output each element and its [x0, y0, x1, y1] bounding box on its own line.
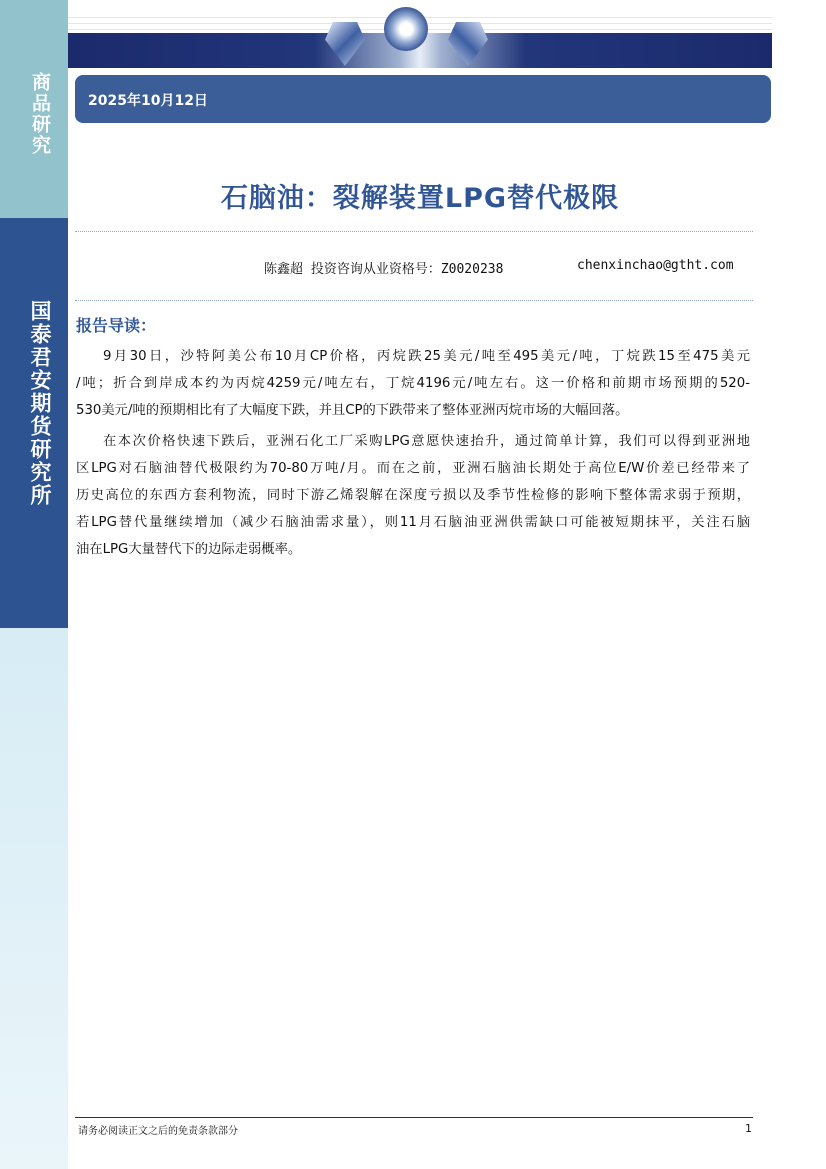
sidebar-institute: 国泰君安期货研究所 [28, 300, 52, 507]
text-line: 区LPG对石脑油替代极限约为70-80万吨/月。而在之前，亚洲石脑油长期处于高位E/W价差已经带来了 [76, 461, 750, 476]
author-email: chenxinchao@gtht.com [577, 258, 734, 273]
text-line: 在本次价格快速下跌后，亚洲石化工厂采购LPG意愿快速抬升，通过简单计算，我们可以得到亚洲地 [103, 434, 750, 449]
footer-disclaimer: 请务必阅读正文之后的免责条款部分 [78, 1126, 238, 1137]
report-date: 2025年10月12日 [88, 93, 208, 109]
author-info: 陈鑫超 投资咨询从业资格号：Z0020238 [264, 262, 504, 277]
sidebar-category: 商品研究 [29, 72, 51, 156]
sidebar-bottom [0, 628, 68, 1169]
footer-divider [75, 1117, 753, 1118]
section-title: 报告导读： [76, 316, 157, 335]
paragraph-1 [76, 343, 750, 424]
text-line: /吨；折合到岸成本约为丙烷4259元/吨左右，丁烷4196元/吨左右。这一价格和前期市场预期的520- [76, 376, 750, 391]
divider [75, 231, 753, 232]
text-line: 9月30日，沙特阿美公布10月CP价格，丙烷跌25美元/吨至495美元/吨，丁烷跌15至475美元 [103, 349, 750, 364]
text-line: 油在LPG大量替代下的边际走弱概率。 [76, 542, 302, 557]
text-line: 历史高位的东西方套利物流，同时下游乙烯裂解在深度亏损以及季节性检修的影响下整体需求弱于预期， [76, 488, 750, 503]
divider [75, 300, 753, 301]
text-line: 530美元/吨的预期相比有了大幅度下跌，并且CP的下跌带来了整体亚洲丙烷市场的大幅回落。 [76, 403, 629, 418]
date-bar [75, 75, 771, 123]
text-line: 若LPG替代量继续增加（减少石脑油需求量），则11月石脑油亚洲供需缺口可能被短期抹平，关注石脑 [76, 515, 750, 530]
page-title: 石脑油：裂解装置LPG替代极限 [220, 183, 620, 214]
paragraph-2 [76, 428, 750, 563]
page-number: 1 [745, 1122, 752, 1135]
